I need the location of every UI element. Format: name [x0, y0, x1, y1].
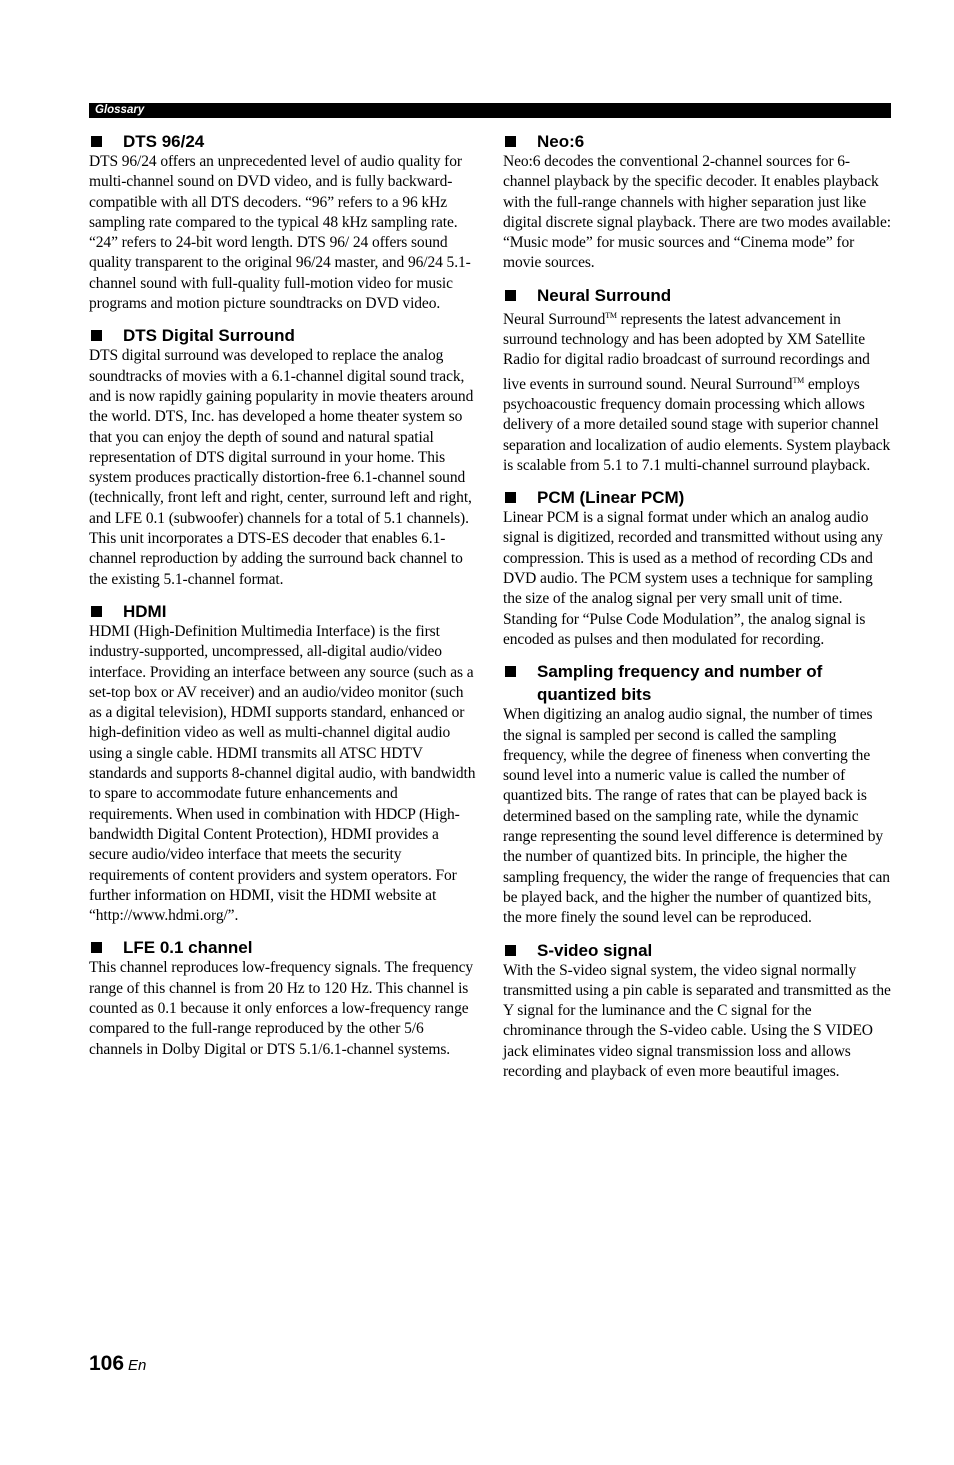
- entry-heading: [89, 600, 479, 623]
- glossary-entry-lfe: [89, 936, 479, 1059]
- square-bullet-icon: [91, 942, 102, 953]
- language-code: En: [128, 1357, 147, 1374]
- entry-heading: [89, 324, 479, 347]
- entry-heading: [89, 130, 479, 153]
- entry-body: This channel reproduces low-frequency signals. The frequency range of this channel is from 20 Hz to 120 Hz. This channel is counted as 0.1 because it only enforces a low-frequency range compared to the full-range reproduced by the other 5/6 channels in Dolby Digital or DTS 5.1/6.1-channel systems.: [89, 959, 474, 1058]
- square-bullet-icon: [505, 136, 516, 147]
- entry-heading: [503, 486, 893, 509]
- section-label: Glossary: [95, 104, 145, 116]
- entry-title: LFE 0.1 channel: [123, 938, 253, 958]
- entry-title: Neural Surround: [537, 285, 672, 305]
- trademark-mark: TM: [792, 375, 805, 385]
- entry-title: HDMI: [123, 601, 167, 621]
- glossary-entry-neo6: [503, 130, 893, 274]
- square-bullet-icon: [91, 606, 102, 617]
- entry-body: DTS 96/24 offers an unprecedented level of audio quality for multi-channel sound on DVD video, and is fully backward-compatible with all DTS decoders. “96” refers to a 96 kHz sampling rate compared to the typical 48 kHz sampling rate. “24” refers to 24-bit word length. DTS 96/ 24 offers sound quality transparent to the original 96/24 master, and 96/24 5.1-channel sound with full-quality full-motion video for music programs and motion picture soundtracks on DVD video.: [89, 153, 471, 313]
- entry-heading: [503, 284, 893, 307]
- glossary-entry-dts-96-24: [89, 130, 479, 314]
- body-text: represents the latest advancement in surround technology and has been adopted by XM Satellite Radio for digital radio broadcast of surround recordings and live events in surround sound. Neural Surround: [503, 310, 870, 393]
- square-bullet-icon: [505, 290, 516, 301]
- entry-body: Linear PCM is a signal format under which an analog audio signal is digitized, recorded and transmitted without using any compression. This is used as a method of recording CDs and DVD audio. The PCM system uses a technique for sampling the size of the analog signal per very small unit of time. Standing for “Pulse Code Modulation”, the analog signal is encoded as pulses and then modulated for recording.: [503, 509, 883, 648]
- entry-body: Neo:6 decodes the conventional 2-channel sources for 6-channel playback by the specific decoder. It enables playback with the full-range channels with higher separation just like digital discrete signal playback. There are two modes available: “Music mode” for music sources and “Cinema mode” for movie sources.: [503, 153, 891, 272]
- page-footer: [89, 1352, 146, 1376]
- glossary-entry-s-video: [503, 939, 893, 1083]
- entry-body: [503, 306, 893, 476]
- entry-body: HDMI (High-Definition Multimedia Interface) is the first industry-supported, uncompressed, all-digital audio/video interface. Providing an interface between any source (such as a set-top box or AV receiver) and an audio/video monitor (such as a digital television), HDMI supports standard, enhanced or high-definition video as well as multi-channel digital audio using a single cable. HDMI transmits all ATSC HDTV standards and supports 8-channel digital audio, with bandwidth to spare to accommodate future enhancements and requirements. When used in combination with HDCP (High-bandwidth Digital Content Protection), HDMI provides a secure audio/video interface that meets the security requirements of content providers and system operators. For further information on HDMI, visit the HDMI website at “http://www.hdmi.org/”.: [89, 622, 476, 925]
- entry-body: When digitizing an analog audio signal, the number of times the signal is sampled per second is called the sampling frequency, while the degree of fineness when converting the sound level into a numeric value is called the number of quantized bits. The range of rates that can be played back is determined based on the sampling rate, while the dynamic range representing the sound level difference is determined by the number of quantized bits. In principle, the higher the sampling frequency, the wider the range of frequencies that can be played back, and the higher the number of quantized bits, the more finely the sound level can be reproduced.: [503, 706, 890, 927]
- entry-heading: [89, 936, 479, 959]
- entry-title: Sampling frequency and number of quantized bits: [537, 662, 823, 705]
- trademark-mark: TM: [605, 310, 617, 320]
- glossary-entry-dts-digital-surround: [89, 324, 479, 590]
- left-column: [89, 130, 479, 1070]
- right-column: [503, 130, 893, 1092]
- entry-heading: [503, 660, 893, 706]
- entry-body: DTS digital surround was developed to replace the analog soundtracks of movies with a 6.1-channel digital sound track, and is now rapidly gaining popularity in movie theaters around the world. DTS, Inc. has developed a home theater system so that you can enjoy the depth of sound and natural spatial representation of DTS digital surround in your home. This system produces practically distortion-free 6.1-channel sound (technically, front left and right, center, surround left and right, and LFE 0.1 (subwoofer) channels for a total of 5.1 channels). This unit incorporates a DTS-ES decoder that enables 6.1-channel reproduction by adding the surround back channel to the existing 5.1-channel format.: [89, 347, 474, 588]
- square-bullet-icon: [505, 666, 516, 677]
- square-bullet-icon: [505, 945, 516, 956]
- page-number: 106: [89, 1352, 125, 1375]
- glossary-entry-hdmi: [89, 600, 479, 926]
- square-bullet-icon: [505, 492, 516, 503]
- entry-title: Neo:6: [537, 132, 585, 151]
- glossary-entry-sampling-frequency: [503, 660, 893, 928]
- square-bullet-icon: [91, 330, 102, 341]
- square-bullet-icon: [91, 136, 102, 147]
- glossary-entry-neural-surround: [503, 284, 893, 476]
- entry-heading: [503, 130, 893, 153]
- entry-heading: [503, 939, 893, 962]
- entry-title: S-video signal: [537, 940, 653, 960]
- entry-title: DTS 96/24: [123, 132, 205, 151]
- glossary-entry-pcm: [503, 486, 893, 650]
- entry-body: With the S-video signal system, the video signal normally transmitted using a pin cable is separated and transmitted as the Y signal for the luminance and the C signal for the chrominance through the S-video cable. Using the S VIDEO jack eliminates video signal transmission loss and allows recording and playback of even more beautiful images.: [503, 961, 891, 1080]
- entry-title: PCM (Linear PCM): [537, 488, 685, 508]
- entry-title: DTS Digital Surround: [123, 326, 295, 346]
- body-text: employs psychoacoustic frequency domain processing which allows delivery of a more detailed sound stage with superior channel separation and localization of audio elements. System playback is scalable from 5.1 to 7.1 multi-channel surround playback.: [503, 375, 891, 474]
- body-text: Neural Surround: [503, 310, 606, 328]
- header-bar: [89, 103, 891, 118]
